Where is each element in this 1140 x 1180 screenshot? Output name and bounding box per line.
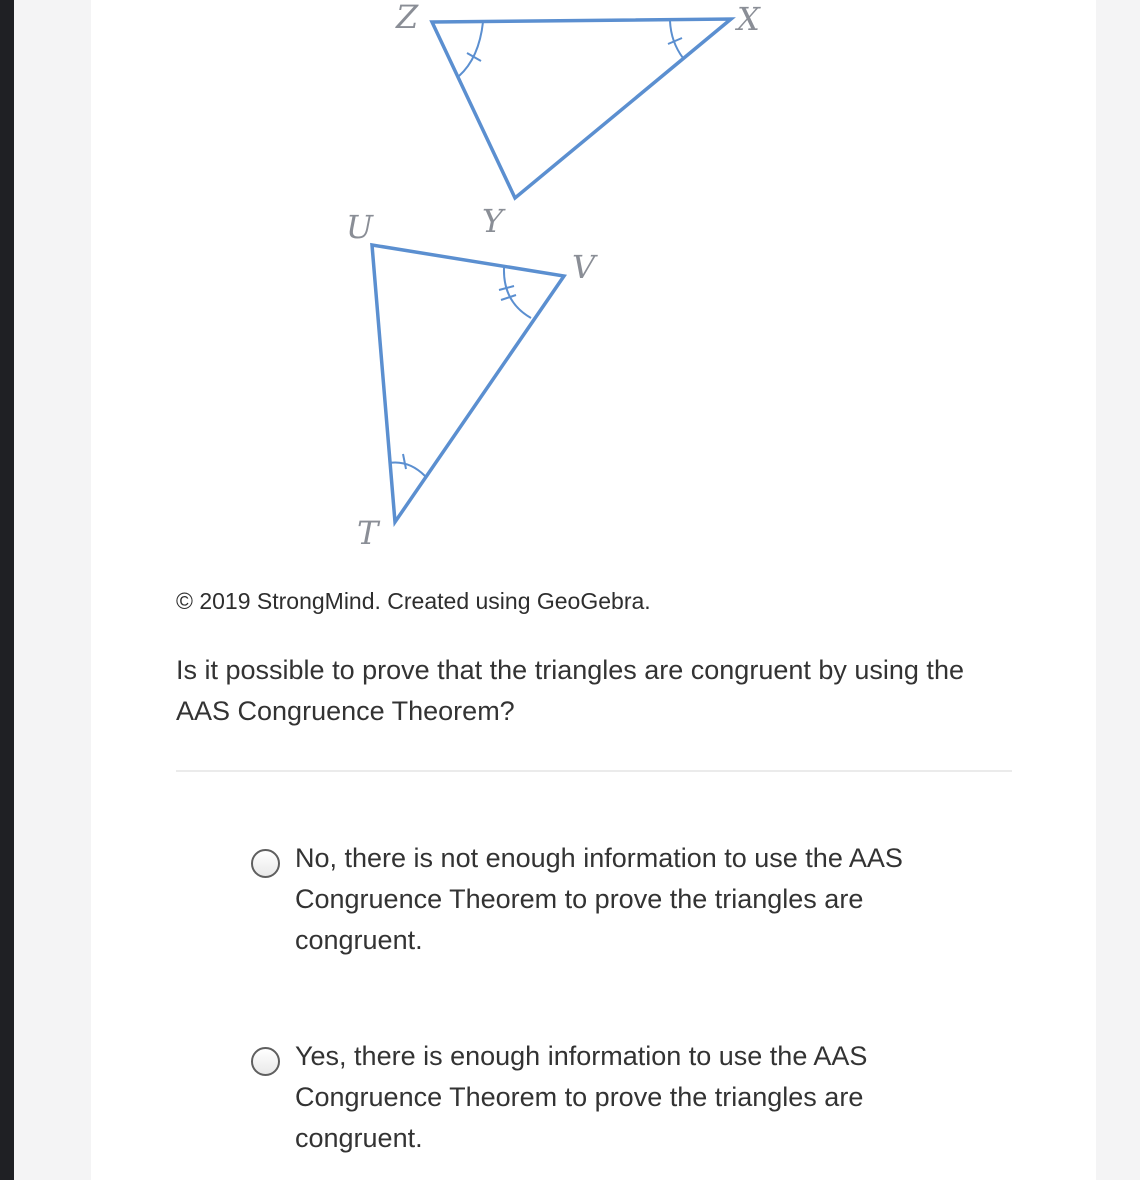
vertex-label-u: U: [346, 208, 373, 246]
angle-mark-v: [504, 268, 531, 318]
window-edge: [0, 0, 14, 1180]
angle-tick-t: [403, 454, 406, 469]
answer-option-yes[interactable]: [251, 1036, 931, 1159]
question-panel: [91, 0, 1096, 1180]
radio-button-no[interactable]: [251, 849, 280, 878]
vertex-label-z: Z: [396, 0, 419, 36]
answer-option-no-label: No, there is not enough information to use the AAS Congruence Theorem to prove the triangles are congruent.: [295, 843, 903, 955]
vertex-label-y: Y: [482, 202, 504, 240]
question-text: Is it possible to prove that the triangles are congruent by using the AAS Congruence Theorem?: [176, 655, 964, 726]
answer-option-no[interactable]: [251, 838, 931, 961]
divider: [176, 770, 1012, 772]
vertex-label-v: V: [572, 248, 596, 286]
angle-mark-z: [459, 22, 483, 76]
vertex-label-x: X: [737, 0, 760, 38]
triangle-uvt: [372, 245, 564, 522]
answer-option-yes-label: Yes, there is enough information to use the AAS Congruence Theorem to prove the triangles are congruent.: [295, 1041, 868, 1153]
image-credit: © 2019 StrongMind. Created using GeoGebra.: [176, 588, 651, 614]
angle-mark-t: [389, 463, 425, 476]
radio-button-yes[interactable]: [251, 1047, 280, 1076]
triangle-zxy: [432, 19, 731, 198]
triangle-figure: [91, 0, 1096, 560]
vertex-label-t: T: [357, 514, 379, 552]
